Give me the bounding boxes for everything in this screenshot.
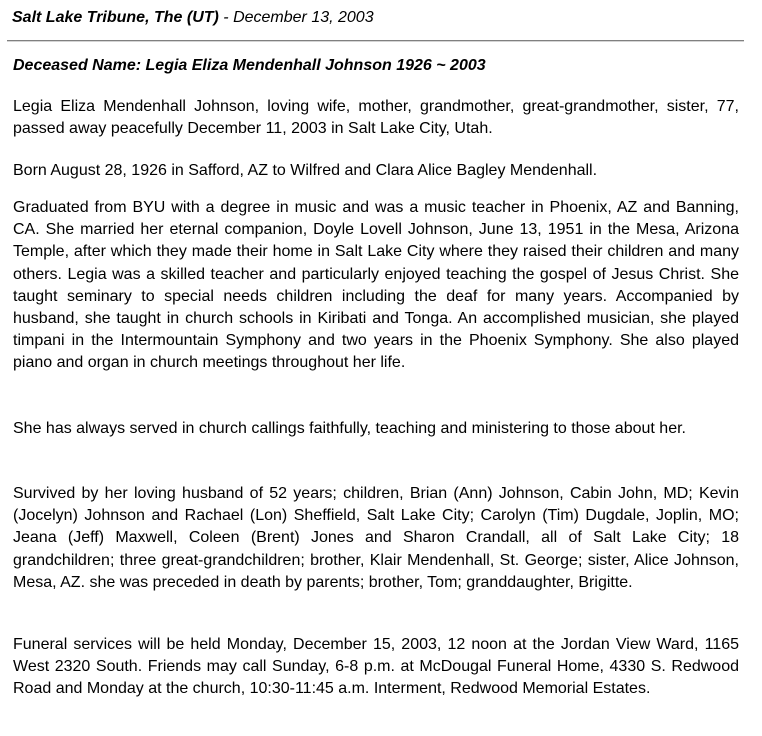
obituary-paragraph-life: Graduated from BYU with a degree in music and was a music teacher in Phoenix, AZ and Banning, CA. She married her eternal companion, Doyle Lovell Johnson, June 13, 1951 in the Mesa, Arizona Temple, after which they made their home in Salt Lake City where they raised their children and many others. Legia was a skilled teacher and particularly enjoyed teaching the gospel of Jesus Christ. She taught seminary to special needs children including the deaf for many years. Accompanied by husband, she taught in church schools in Kiribati and Tonga. An accomplished musician, she played timpani in the Intermountain Symphony and two years in the Phoenix Symphony. She also played piano and organ in church meetings throughout her life. xyxy=(13,199,739,372)
obituary-paragraph-funeral: Funeral services will be held Monday, December 15, 2003, 12 noon at the Jordan View Ward, 1165 West 2320 South. Friends may call Sunday, 6-8 p.m. at McDougal Funeral Home, 4330 S. Redwood Road and Monday at the church, 10:30-11:45 a.m. Interment, Redwood Memorial Estates. xyxy=(13,636,739,698)
header-divider xyxy=(7,40,744,42)
publication-header xyxy=(12,7,374,29)
publication-source: Salt Lake Tribune, The (UT) xyxy=(12,9,219,26)
header-separator: - xyxy=(218,9,234,26)
obituary-paragraph-intro: Legia Eliza Mendenhall Johnson, loving wife, mother, grandmother, great-grandmother, sister, 77, passed away peacefully December 11, 2003 in Salt Lake City, Utah. xyxy=(13,98,739,138)
publication-date: December 13, 2003 xyxy=(233,9,374,26)
obituary-paragraph-service: She has always served in church callings faithfully, teaching and ministering to those about her. xyxy=(13,420,686,437)
deceased-name-heading: Deceased Name: Legia Eliza Mendenhall Johnson 1926 ~ 2003 xyxy=(13,57,486,74)
obituary-paragraph-survivors: Survived by her loving husband of 52 years; children, Brian (Ann) Johnson, Cabin John, MD; Kevin (Jocelyn) Johnson and Rachael (Lon) Sheffield, Salt Lake City; Carolyn (Tim) Dugdale, Joplin, MO; Jeana (Jeff) Maxwell, Coleen (Brent) Jones and Sharon Crandall, all of Salt Lake City; 18 grandchildren; three great-grandchildren; brother, Klair Mendenhall, St. George; sister, Alice Johnson, Mesa, AZ. she was preceded in death by parents; brother, Tom; granddaughter, Brigitte. xyxy=(13,485,739,591)
obituary-paragraph-birth: Born August 28, 1926 in Safford, AZ to Wilfred and Clara Alice Bagley Mendenhall. xyxy=(13,162,598,179)
